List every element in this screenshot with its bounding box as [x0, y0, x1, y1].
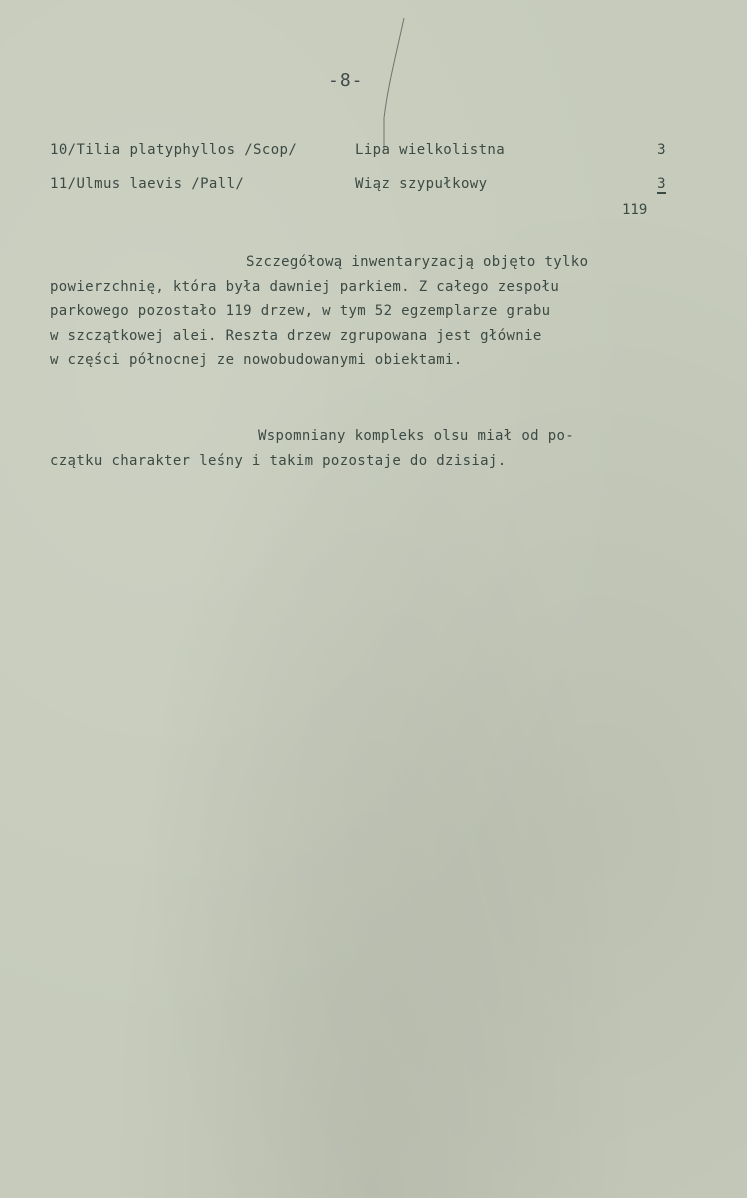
species-polish-name: Wiąz szypułkowy: [355, 176, 488, 192]
pencil-mark: [0, 0, 747, 200]
paragraph-line: Wspomniany kompleks olsu miał od po-: [258, 428, 575, 444]
paragraph-inventory: [50, 250, 675, 373]
species-latin-name: 10/Tilia platyphyllos /Scop/: [50, 142, 298, 158]
species-latin-name: 11/Ulmus laevis /Pall/: [50, 176, 245, 192]
paragraph-forest: [50, 424, 675, 473]
tree-total: 119: [622, 202, 648, 218]
list-item: [50, 142, 670, 164]
species-count: 3: [657, 142, 666, 158]
species-polish-name: Lipa wielkolistna: [355, 142, 506, 158]
list-item: [50, 176, 670, 198]
paragraph-line: parkowego pozostało 119 drzew, w tym 52 egzemplarze grabu: [50, 303, 551, 319]
page-number: -8-: [328, 70, 364, 91]
paragraph-line: w szczątkowej alei. Reszta drzew zgrupowana jest głównie: [50, 327, 542, 344]
paragraph-line: Szczegółową inwentaryzacją objęto tylko: [246, 254, 589, 270]
paragraph-line: w części północnej ze nowobudowanymi obiektami.: [50, 352, 463, 368]
paragraph-line: powierzchnię, która była dawniej parkiem. Z całego zespołu: [50, 278, 560, 295]
paragraph-line: czątku charakter leśny i takim pozostaje do dzisiaj.: [50, 452, 507, 469]
species-count: 3: [657, 176, 666, 192]
